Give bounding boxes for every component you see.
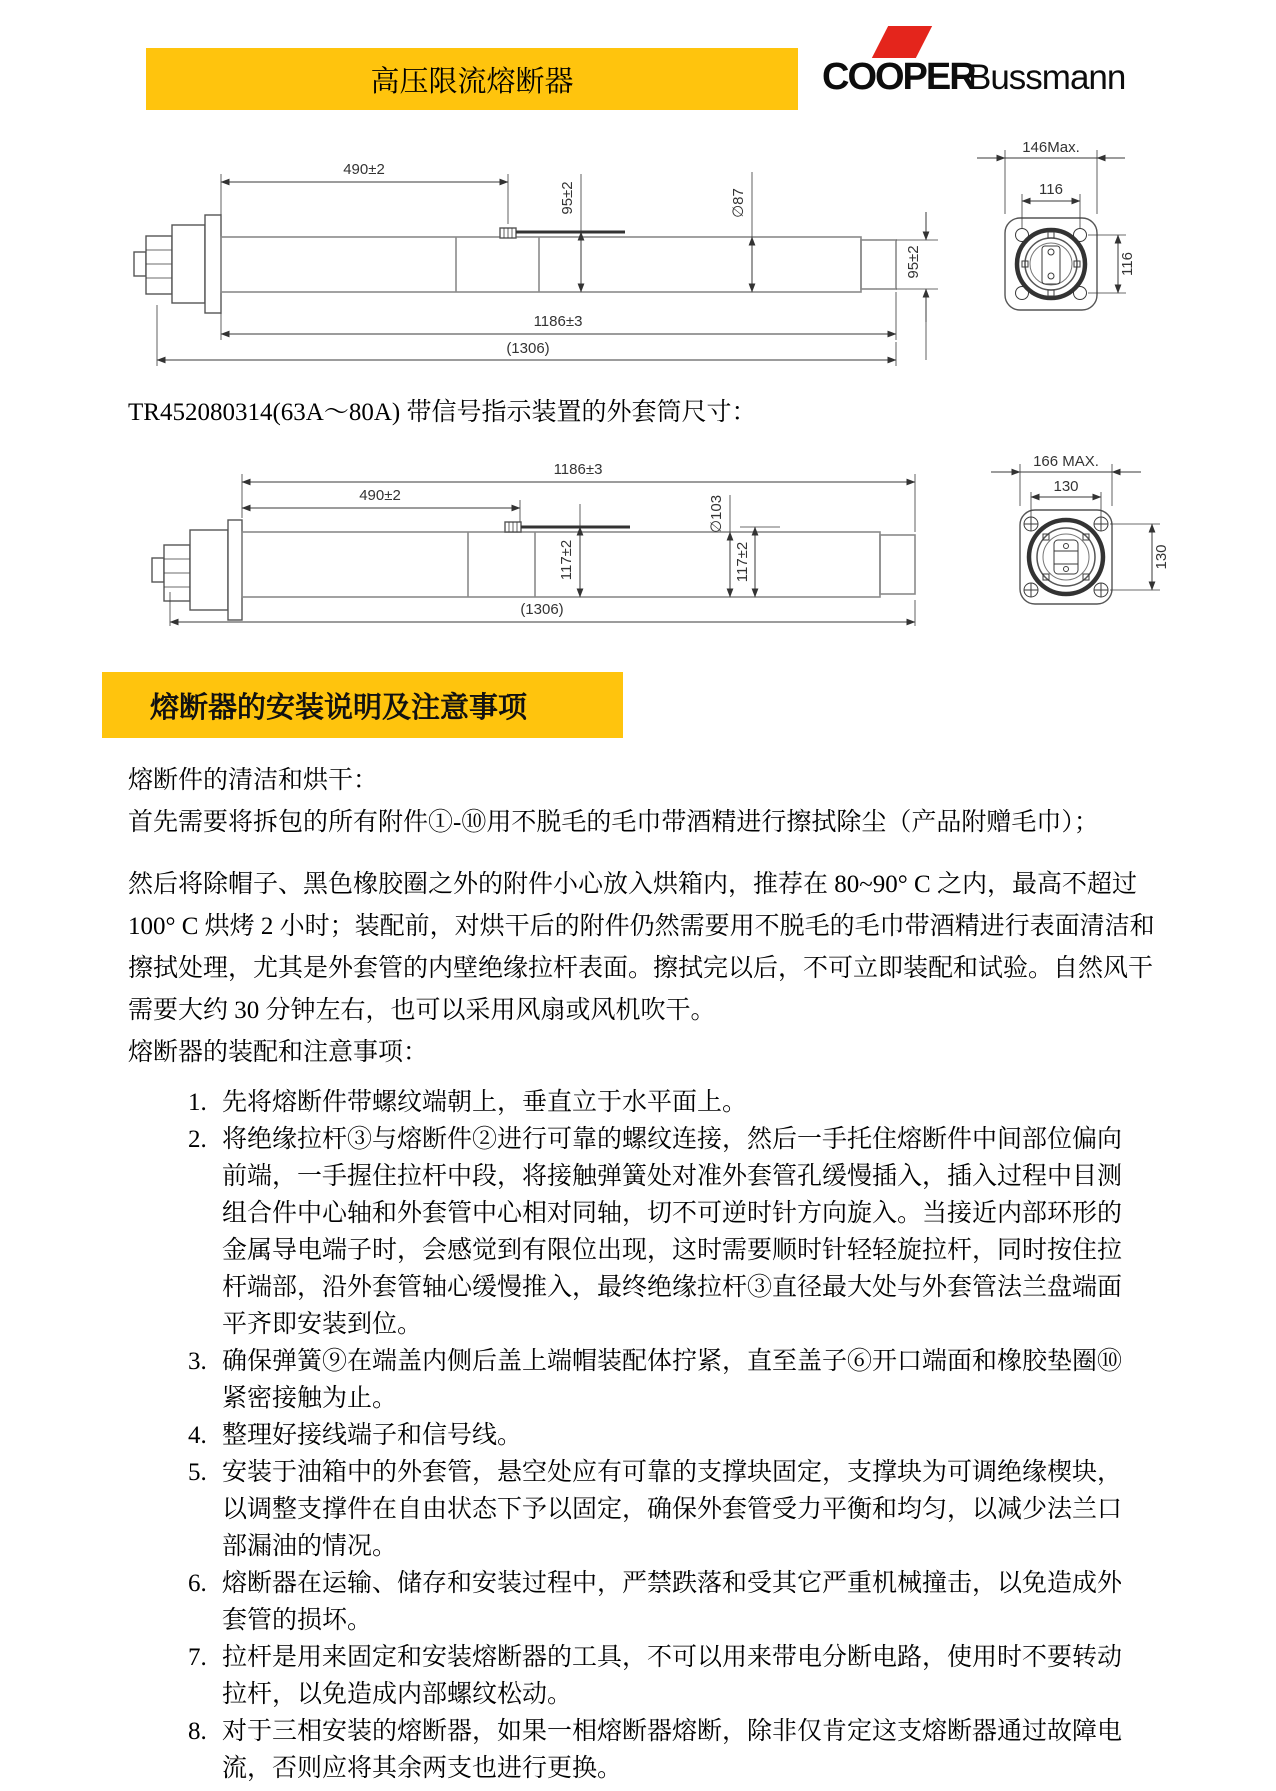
dim-95-end: 95±2 — [905, 245, 922, 279]
paragraph-cleaning-heading: 熔断件的清洁和烘干： — [128, 767, 379, 794]
section-banner — [102, 672, 623, 738]
document-body — [128, 760, 1168, 1787]
dim-1306: (1306) — [506, 340, 550, 357]
fuse2-end-view — [1020, 510, 1112, 604]
dim2-1306: (1306) — [520, 601, 564, 618]
logo-cooper-text: COOPER — [822, 56, 975, 98]
fuse-end-view — [1005, 218, 1097, 310]
list-item: 整理好接线端子和信号线。 — [222, 1422, 523, 1449]
dim-87: ∅87 — [730, 188, 747, 218]
dim2-130-right: 130 — [1153, 544, 1170, 570]
dim-1186: 1186±3 — [533, 313, 583, 330]
list-item: 拉杆是用来固定和安装熔断器的工具，不可以用来带电分断电路，使用时不要转动拉杆，以免造成内部螺纹松动。 — [222, 1644, 1123, 1708]
list-item: 熔断器在运输、储存和安装过程中，严禁跌落和受其它严重机械撞击，以免造成外套管的损坏。 — [222, 1570, 1123, 1634]
fuse2-side-view-dimensions — [170, 461, 915, 626]
installation-steps — [186, 1084, 1128, 1787]
dim2-103: ∅103 — [708, 494, 725, 534]
paragraph-assembly-heading: 熔断器的装配和注意事项： — [128, 1039, 429, 1066]
dim2-117-mid: 117±2 — [558, 539, 575, 581]
paragraph-drying: 然后将除帽子、黑色橡胶圈之外的附件小心放入烘箱内，推荐在 80~90° C 之内，最高不超过 100° C 烘烤 2 小时；装配前，对烘干后的附件仍然需要用不脱毛的毛巾带酒精进行表面清洁和擦拭处理，尤其是外套管的内壁绝缘拉杆表面。擦拭完以后，不可立即装配和试验。自然风干需要大约 30 分钟左右，也可以采用风扇或风机吹干。 — [128, 871, 1155, 1024]
section-title: 熔断器的安装说明及注意事项 — [150, 691, 528, 724]
logo-flag-icon — [872, 26, 932, 58]
title-banner — [146, 48, 798, 110]
drawing2-caption: TR452080314(63A～80A) 带信号指示装置的外套筒尺寸： — [128, 399, 757, 426]
dim2-490: 490±2 — [359, 487, 401, 504]
dim2-130-top: 130 — [1053, 478, 1079, 495]
dim-116-right: 116 — [1119, 252, 1136, 276]
dim2-117-end: 117±2 — [734, 541, 751, 583]
fuse-side-view — [134, 215, 896, 313]
list-item: 先将熔断件带螺纹端朝上，垂直立于水平面上。 — [222, 1089, 748, 1116]
fuse-outline-drawing-2 — [80, 400, 1220, 640]
dim-116-top: 116 — [1039, 181, 1063, 198]
list-item: 将绝缘拉杆③与熔断件②进行可靠的螺纹连接，然后一手托住熔断件中间部位偏向前端，一手握住拉杆中段，将接触弹簧处对准外套管孔缓慢插入，插入过程中目测组合件中心轴和外套管中心相对同轴，切不可逆时针方向旋入。当接近内部环形的金属导电端子时，会感觉到有限位出现，这时需要顺时针轻轻旋拉杆，同时按住拉杆端部，沿外套管轴心缓慢推入，最终绝缘拉杆③直径最大处与外套管法兰盘端面平齐即安装到位。 — [222, 1126, 1123, 1338]
dim2-1186: 1186±3 — [553, 461, 603, 478]
fuse-side-view-dimensions — [157, 161, 938, 366]
list-item: 安装于油箱中的外套管，悬空处应有可靠的支撑块固定，支撑块为可调绝缘楔块，以调整支撑件在自由状态下予以固定，确保外套管受力平衡和均匀，以减少法兰口部漏油的情况。 — [222, 1459, 1123, 1560]
logo-bussmann-text: Bussmann — [968, 58, 1126, 97]
cooper-bussmann-logo — [822, 26, 1142, 104]
dim-490: 490±2 — [343, 161, 385, 178]
dim-95-mid: 95±2 — [559, 181, 576, 215]
fuse-outline-drawing-1 — [80, 110, 1220, 380]
paragraph-cleaning: 首先需要将拆包的所有附件①-⑩用不脱毛的毛巾带酒精进行擦拭除尘（产品附赠毛巾）； — [128, 809, 1099, 836]
list-item: 确保弹簧⑨在端盖内侧后盖上端帽装配体拧紧，直至盖子⑥开口端面和橡胶垫圈⑩紧密接触为止。 — [222, 1348, 1123, 1412]
list-item: 对于三相安装的熔断器，如果一相熔断器熔断，除非仅肯定这支熔断器通过故障电流，否则应将其余两支也进行更换。 — [222, 1718, 1123, 1782]
dim2-166: 166 MAX. — [1033, 453, 1099, 470]
page-title: 高压限流熔断器 — [370, 65, 574, 98]
dim-146: 146Max. — [1022, 139, 1080, 156]
